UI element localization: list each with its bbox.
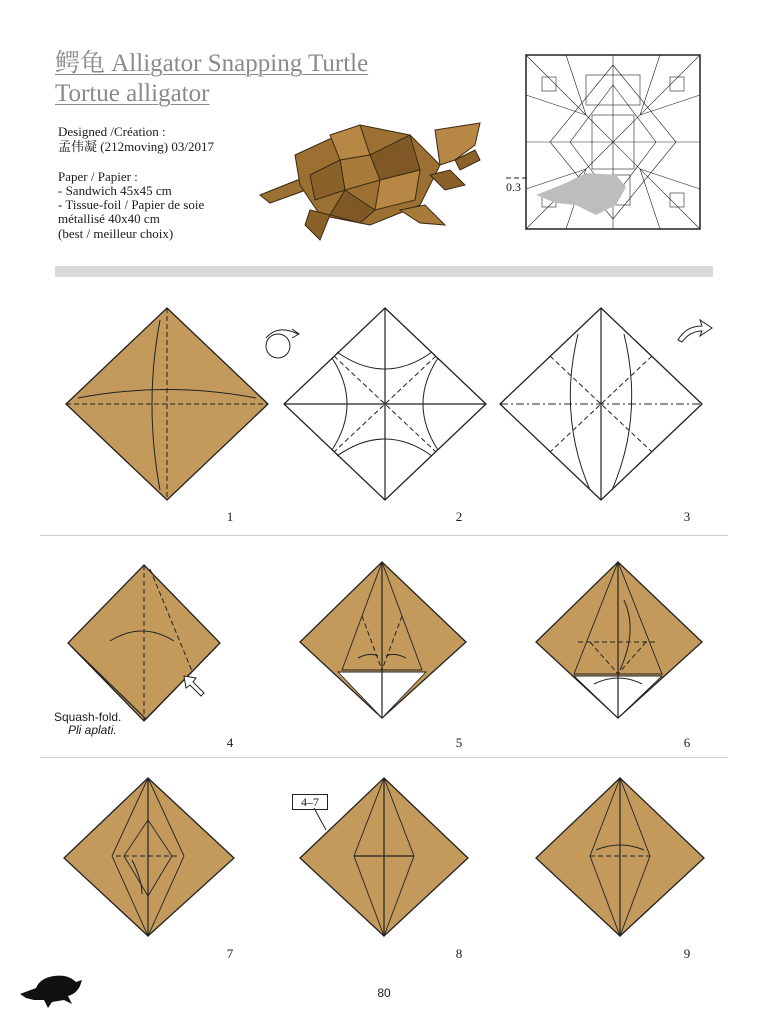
step-number: 1 [226,509,234,524]
step-9-diagram [534,776,706,938]
crease-pattern-diagram [526,55,700,229]
crease-offset-label: 0.3 [506,180,521,194]
page-title: 鳄龟 Alligator Snapping Turtle [55,50,369,77]
page-number: 80 [377,986,391,1000]
step-number: 2 [455,509,463,524]
paper-label: Paper / Papier : [58,169,138,184]
designer-name: 孟伟凝 (212moving) 03/2017 [58,139,214,154]
step-caption-fr: Pli aplati. [68,723,117,737]
paper-item: métallisé 40x40 cm [58,211,160,226]
step-caption-en: Squash-fold. [54,710,122,724]
step-3-diagram [498,306,704,502]
row-divider [40,757,728,758]
step-1-diagram [64,306,270,502]
step-number: 8 [455,946,463,961]
row-divider [40,535,728,536]
step-8-diagram [298,776,470,938]
step-reference-box: 4–7 [292,794,328,810]
step-number: 6 [683,735,691,750]
step-5-diagram [298,560,468,720]
designed-label: Designed /Création : [58,124,166,139]
step-number: 9 [683,946,691,961]
step-2-diagram [282,306,488,502]
paper-item: - Tissue-foil / Papier de soie [58,197,205,212]
step-6-diagram [534,560,704,720]
paper-item: (best / meilleur choix) [58,226,174,241]
rotate-arrow-icon [676,318,714,344]
push-arrow-icon [182,674,206,698]
step-number: 5 [455,735,463,750]
turtle-model-illustration [250,115,490,245]
step-number: 7 [226,946,234,961]
header-separator [55,266,713,277]
page-subtitle: Tortue alligator [55,80,210,107]
turtle-silhouette-icon [18,968,84,1008]
step-number: 4 [226,735,234,750]
step-number: 3 [683,509,691,524]
step-4-diagram [62,563,222,723]
paper-item: - Sandwich 45x45 cm [58,183,172,198]
step-7-diagram [62,776,242,938]
